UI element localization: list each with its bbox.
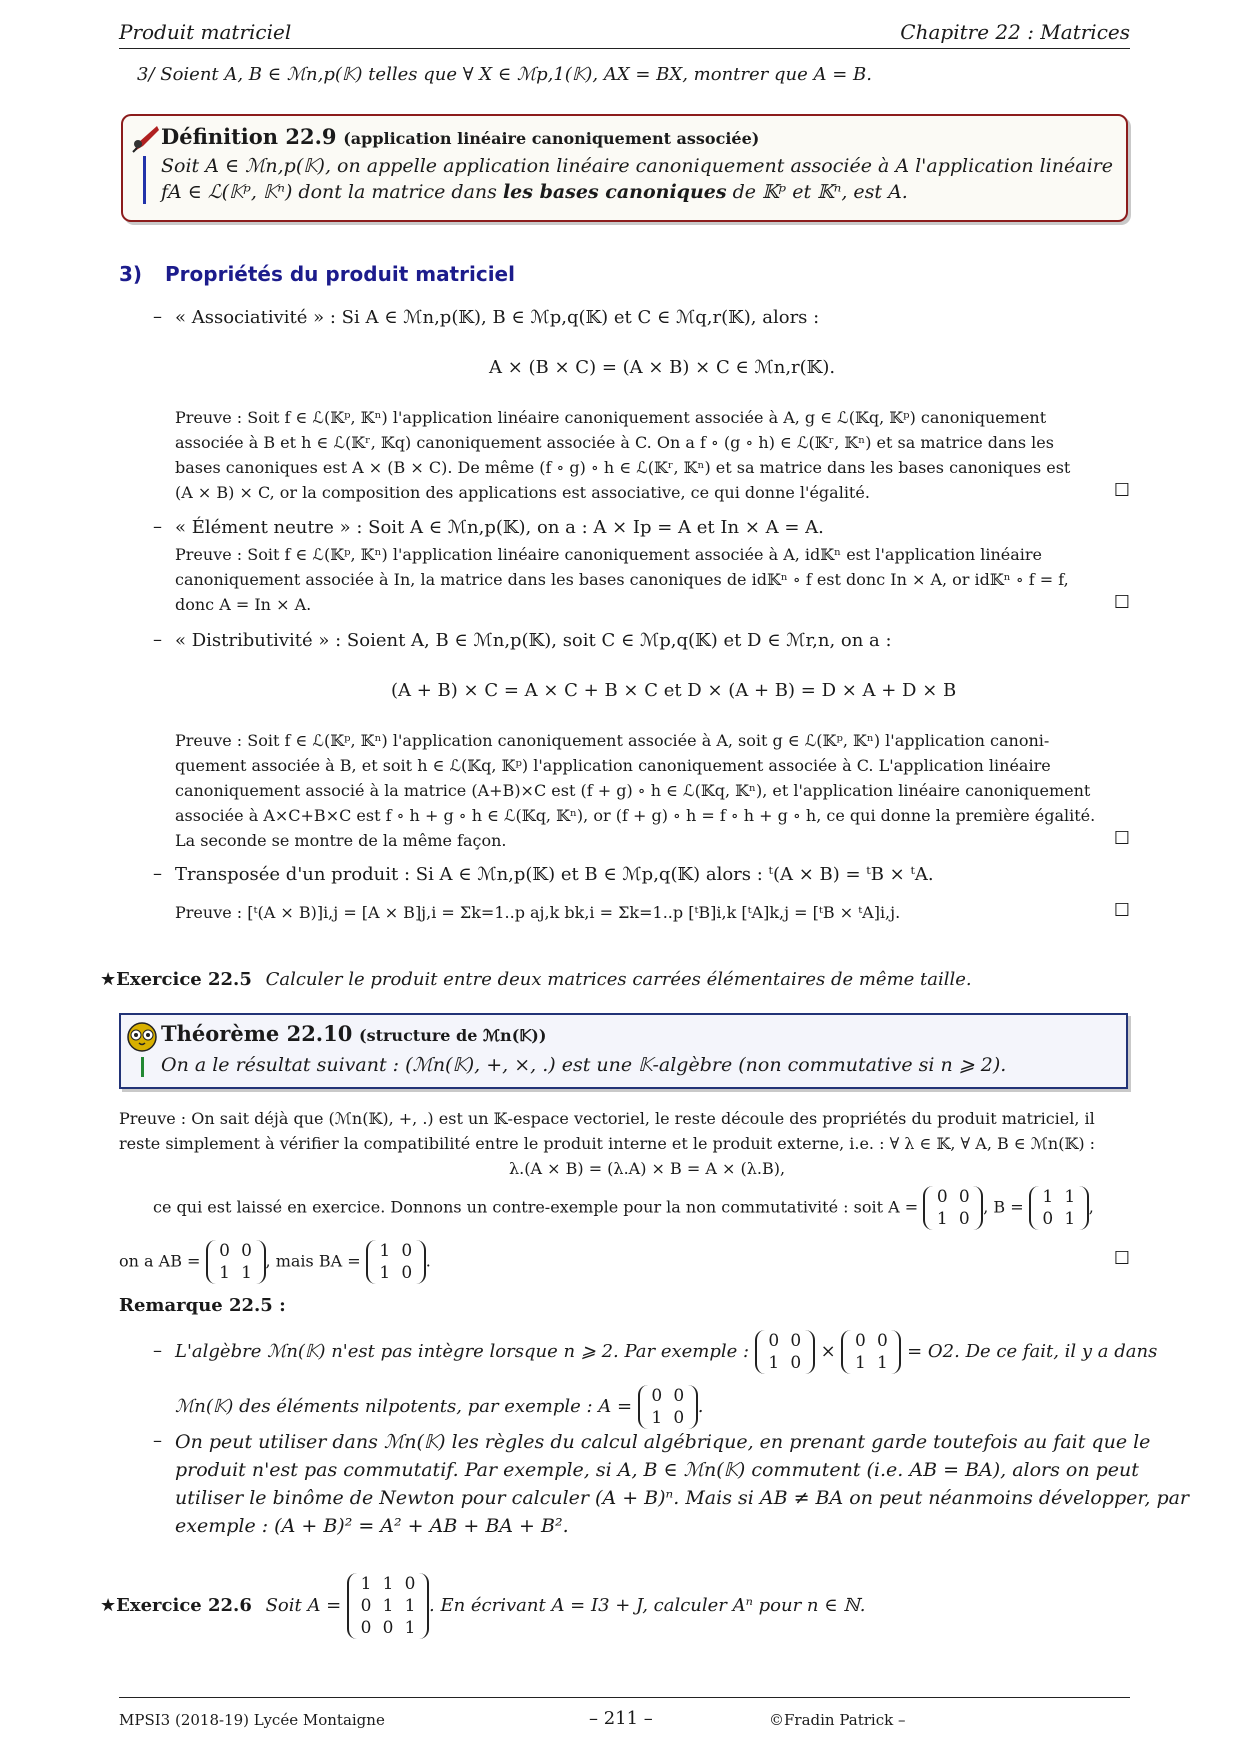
definition-title: Définition 22.9 <box>161 124 337 149</box>
qed-symbol: ☐ <box>1113 1248 1130 1269</box>
theorem-box <box>119 1013 1128 1089</box>
star-icon: ★ <box>100 1595 117 1616</box>
page <box>100 0 1190 1754</box>
assoc-proof-3: bases canoniques est A × (B × C). De même (f ∘ g) ∘ h ∈ ℒ(𝕂ʳ, 𝕂ⁿ) et sa matrice dans les bases canoniques est <box>175 458 1071 477</box>
thm-proof-4: ce qui est laissé en exercice. Donnons un contre-exemple pour la non commutativité : soit A = 0 0 1 0, B = 1 1 0 1, <box>153 1187 1094 1229</box>
qed-symbol: ☐ <box>1113 480 1130 501</box>
matrix-b: 1 1 0 1 <box>1029 1186 1089 1230</box>
neutre-proof-3: donc A = In × A. <box>175 595 312 614</box>
bullet-dash: – <box>153 1340 162 1361</box>
thm-proof-2: reste simplement à vérifier la compatibilité entre le produit interne et le produit externe, i.e. : ∀ λ ∈ 𝕂, ∀ A, B ∈ ℳn(𝕂) : <box>119 1134 1096 1153</box>
item-3: 3/ Soient A, B ∈ ℳn,p(𝕂) telles que ∀ X ∈ ℳp,1(𝕂), AX = BX, montrer que A = B. <box>137 64 872 85</box>
definition-subtitle: (application linéaire canoniquement associée) <box>343 129 760 148</box>
neutre-label: « Élément neutre » : Soit A ∈ ℳn,p(𝕂), on a : A × Ip = A et In × A = A. <box>175 517 824 538</box>
footer-left: MPSI3 (2018-19) Lycée Montaigne <box>119 1711 385 1729</box>
distrib-proof-5: La seconde se montre de la même façon. <box>175 831 507 850</box>
footer-rule <box>119 1697 1130 1698</box>
bullet-dash: – <box>153 863 162 884</box>
remark-1a: L'algèbre ℳn(𝕂) n'est pas intègre lorsque n ⩾ 2. Par exemple : 0 0 1 0 × 0 0 1 1 = O2. De ce fait, il y a dans <box>175 1331 1158 1373</box>
exercise-22-6: ★Exercice 22.6 Soit A = 1 1 0 0 1 1 0 0 1. En écrivant A = I3 + J, calculer Aⁿ pour n ∈ ℕ. <box>100 1574 866 1638</box>
qed-symbol: ☐ <box>1113 592 1130 613</box>
assoc-formula: A × (B × C) = (A × B) × C ∈ ℳn,r(𝕂). <box>489 357 836 378</box>
footer-page-number: – 211 – <box>589 1708 653 1729</box>
bullet-dash: – <box>153 1430 162 1451</box>
section-number: 3) <box>119 262 143 286</box>
header-right: Chapitre 22 : Matrices <box>900 20 1130 44</box>
footer-right: ©Fradin Patrick – <box>769 1711 906 1729</box>
bullet-dash: – <box>153 306 162 327</box>
definition-line-1: Soit A ∈ ℳn,p(𝕂), on appelle application linéaire canoniquement associée à A l'application linéaire <box>161 155 1113 177</box>
transp-proof: Preuve : [ᵗ(A × B)]i,j = [A × B]j,i = Σk=1..p aj,k bk,i = Σk=1..p [ᵗB]i,k [ᵗA]k,j = [ᵗB × ᵗA]i,j. <box>175 903 901 922</box>
remark-2d: exemple : (A + B)² = A² + AB + BA + B². <box>175 1515 569 1537</box>
distrib-proof-2: quement associée à B, et soit h ∈ ℒ(𝕂q, 𝕂ᵖ) l'application canoniquement associée à C. L'application linéaire <box>175 756 1051 775</box>
qed-symbol: ☐ <box>1113 900 1130 921</box>
matrix-a: 0 0 1 0 <box>923 1186 983 1230</box>
star-icon: ★ <box>100 969 117 990</box>
matrix-ex6: 1 1 0 0 1 1 0 0 1 <box>347 1573 429 1639</box>
header-rule <box>119 48 1130 49</box>
assoc-proof-1: Preuve : Soit f ∈ ℒ(𝕂ᵖ, 𝕂ⁿ) l'application linéaire canoniquement associée à A, g ∈ ℒ(𝕂q, 𝕂ᵖ) canoniquement <box>175 408 1047 427</box>
theorem-title: Théorème 22.10 <box>161 1021 353 1046</box>
neutre-proof-2: canoniquement associée à In, la matrice dans les bases canoniques de id𝕂ⁿ ∘ f est donc In × A, or id𝕂ⁿ ∘ f = f, <box>175 570 1069 589</box>
owl-icon <box>125 1019 159 1053</box>
quill-icon <box>129 122 163 156</box>
remark-title: Remarque 22.5 : <box>119 1295 286 1316</box>
matrix-ab: 0 0 1 1 <box>206 1240 266 1284</box>
thm-proof-1: Preuve : On sait déjà que (ℳn(𝕂), +, .) est un 𝕂-espace vectoriel, le reste découle des propriétés du produit matriciel, il <box>119 1109 1095 1128</box>
exercise-22-5: ★Exercice 22.5 Calculer le produit entre deux matrices carrées élémentaires de même taille. <box>100 969 972 990</box>
remark-2c: utiliser le binôme de Newton pour calculer (A + B)ⁿ. Mais si AB ≠ BA on peut néanmoins développer, par <box>175 1487 1190 1509</box>
transp-label: Transposée d'un produit : Si A ∈ ℳn,p(𝕂) et B ∈ ℳp,q(𝕂) alors : ᵗ(A × B) = ᵗB × ᵗA. <box>175 864 934 885</box>
distrib-label: « Distributivité » : Soient A, B ∈ ℳn,p(𝕂), soit C ∈ ℳp,q(𝕂) et D ∈ ℳr,n, on a : <box>175 630 892 651</box>
assoc-label: « Associativité » : Si A ∈ ℳn,p(𝕂), B ∈ ℳp,q(𝕂) et C ∈ ℳq,r(𝕂), alors : <box>175 307 820 328</box>
distrib-proof-1: Preuve : Soit f ∈ ℒ(𝕂ᵖ, 𝕂ⁿ) l'application canoniquement associée à A, soit g ∈ ℒ(𝕂ᵖ, 𝕂ⁿ) l'application canoni- <box>175 731 1050 750</box>
remark-1c: ℳn(𝕂) des éléments nilpotents, par exemple : A = 0 0 1 0. <box>175 1386 704 1428</box>
definition-box <box>121 114 1128 222</box>
thm-proof-5: on a AB = 0 0 1 1, mais BA = 1 0 1 0. <box>119 1241 431 1283</box>
distrib-formula: (A + B) × C = A × C + B × C et D × (A + B) = D × A + D × B <box>391 680 957 701</box>
thm-proof-3: λ.(A × B) = (λ.A) × B = A × (λ.B), <box>509 1159 786 1178</box>
distrib-proof-4: associée à A×C+B×C est f ∘ h + g ∘ h ∈ ℒ(𝕂q, 𝕂ⁿ), or (f + g) ∘ h = f ∘ h + g ∘ h, ce qui donne la première égalité. <box>175 806 1096 825</box>
qed-symbol: ☐ <box>1113 828 1130 849</box>
theorem-bar <box>141 1057 144 1077</box>
definition-line-2: fA ∈ ℒ(𝕂ᵖ, 𝕂ⁿ) dont la matrice dans les bases canoniques de 𝕂ᵖ et 𝕂ⁿ, est A. <box>161 181 908 203</box>
remark-2b: produit n'est pas commutatif. Par exemple, si A, B ∈ ℳn(𝕂) commutent (i.e. AB = BA), alors on peut <box>175 1459 1139 1481</box>
neutre-proof-1: Preuve : Soit f ∈ ℒ(𝕂ᵖ, 𝕂ⁿ) l'application linéaire canoniquement associée à A, id𝕂ⁿ est l'application linéaire <box>175 545 1043 564</box>
assoc-proof-2: associée à B et h ∈ ℒ(𝕂ʳ, 𝕂q) canoniquement associée à C. On a f ∘ (g ∘ h) ∈ ℒ(𝕂ʳ, 𝕂ⁿ) et sa matrice dans les <box>175 433 1054 452</box>
theorem-subtitle: (structure de ℳn(𝕂)) <box>359 1026 547 1045</box>
matrix-ba: 1 0 1 0 <box>366 1240 426 1284</box>
bullet-dash: – <box>153 629 162 650</box>
section-title: Propriétés du produit matriciel <box>165 262 515 286</box>
assoc-proof-4: (A × B) × C, or la composition des applications est associative, ce qui donne l'égalité. <box>175 483 870 502</box>
remark-2a: On peut utiliser dans ℳn(𝕂) les règles du calcul algébrique, en prenant garde toutefois au fait que le <box>175 1431 1151 1453</box>
distrib-proof-3: canoniquement associé à la matrice (A+B)×C est (f + g) ∘ h ∈ ℒ(𝕂q, 𝕂ⁿ), et l'application linéaire canoniquement <box>175 781 1091 800</box>
theorem-text: On a le résultat suivant : (ℳn(𝕂), +, ×, .) est une 𝕂-algèbre (non commutative si n ⩾ 2). <box>161 1054 1007 1076</box>
definition-bar <box>143 156 146 204</box>
header-left: Produit matriciel <box>119 20 292 44</box>
bullet-dash: – <box>153 516 162 537</box>
